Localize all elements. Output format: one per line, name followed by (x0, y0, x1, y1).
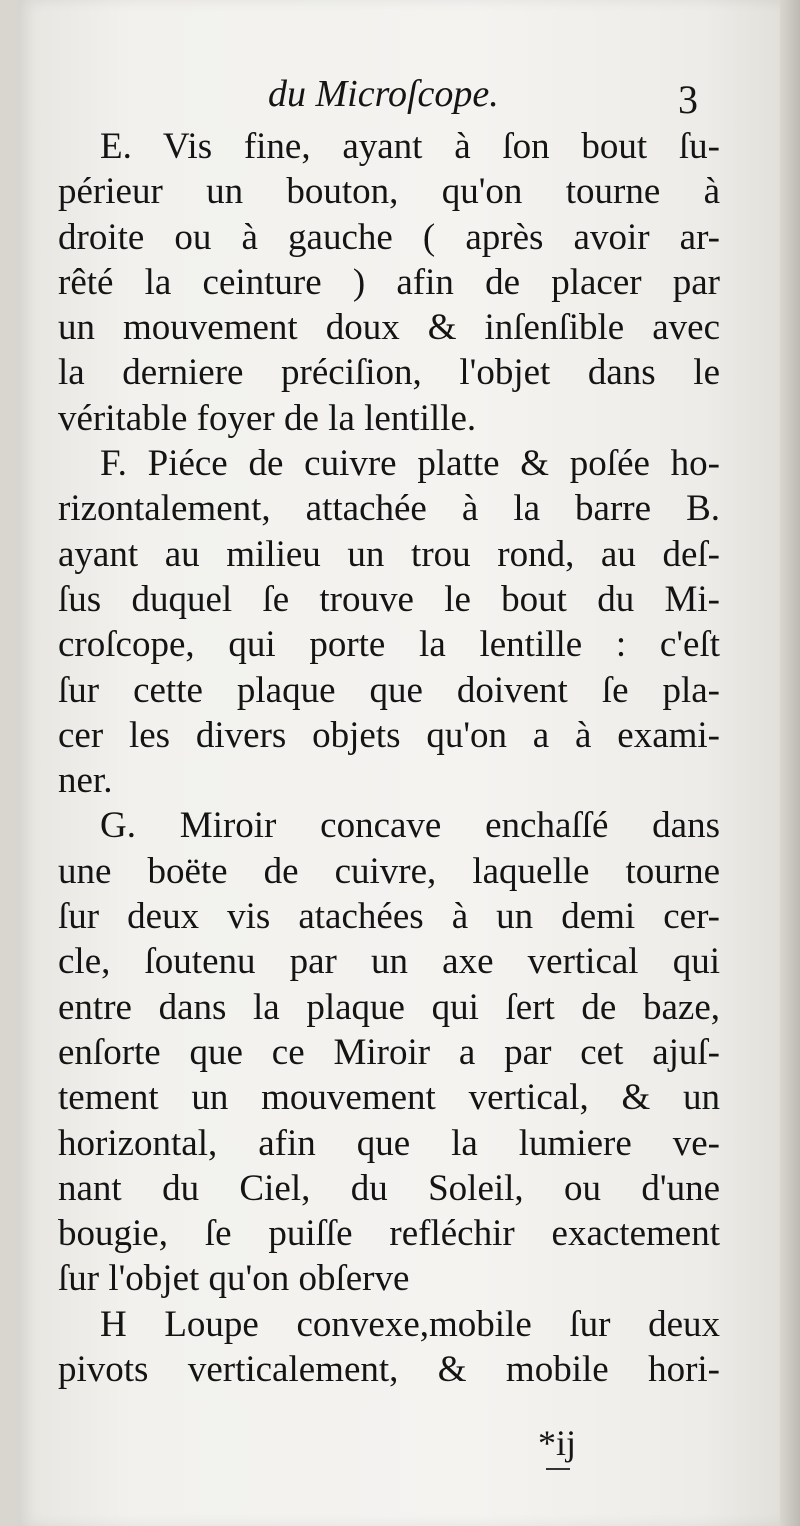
text-line: rêté la ceinture ) afin de placer par (58, 261, 720, 303)
text-line: entre dans la plaque qui ſert de baze, (58, 986, 720, 1028)
text-line: cle, ſoutenu par un axe vertical qui (58, 941, 720, 983)
text-line: une boëte de cuivre, laquelle tourne (58, 850, 720, 892)
text-line: horizontal, afin que la lumiere ve- (58, 1122, 720, 1164)
text-line: G. Miroir concave enchaſſé dans (100, 805, 720, 847)
text-line: la derniere préciſion, l'objet dans le (58, 352, 720, 394)
text-line: ayant au milieu un trou rond, au deſ- (58, 533, 720, 575)
text-line: pivots verticalement, & mobile hori- (58, 1349, 720, 1391)
text-line: H Loupe convexe,mobile ſur deux (100, 1303, 720, 1345)
text-line: un mouvement doux & inſenſible avec (58, 307, 720, 349)
text-line: périeur un bouton, qu'on tourne à (58, 171, 720, 213)
text-line: cer les divers objets qu'on a à exami- (58, 714, 720, 756)
text-line: E. Vis fine, ayant à ſon bout ſu- (100, 126, 720, 167)
text-line: ſur deux vis atachées à un demi cer- (58, 896, 720, 938)
text-line: bougie, ſe puiſſe refléchir exactement (58, 1213, 720, 1255)
text-line: enſorte que ce Miroir a par cet ajuſ- (58, 1031, 720, 1073)
page-number: 3 (678, 77, 698, 122)
text-line: croſcope, qui porte la lentille : c'eſt (58, 624, 720, 666)
body-text (58, 124, 720, 1392)
book-page (18, 0, 780, 1526)
text-line: droite ou à gauche ( après avoir ar- (58, 216, 720, 258)
text-line: ſus duquel ſe trouve le bout du Mi- (58, 578, 720, 620)
text-line: nant du Ciel, du Soleil, ou d'une (58, 1167, 720, 1209)
running-title: du Microſcope. (268, 73, 499, 115)
page-edge-shadow (780, 0, 800, 1526)
text-line: ſur cette plaque que doivent ſe pla- (58, 669, 720, 711)
text-line: F. Piéce de cuivre platte & poſée ho- (100, 443, 720, 485)
text-line: rizontalement, attachée à la barre B. (58, 488, 720, 530)
text-line: ner. (58, 760, 113, 802)
text-line: véritable foyer de la lentille. (58, 397, 477, 439)
signature-mark: *ij (538, 1423, 577, 1463)
signature-underline (546, 1468, 570, 1470)
text-line: tement un mouvement vertical, & un (58, 1077, 720, 1119)
text-line: ſur l'objet qu'on obſerve (58, 1258, 410, 1300)
page-header (18, 60, 780, 120)
